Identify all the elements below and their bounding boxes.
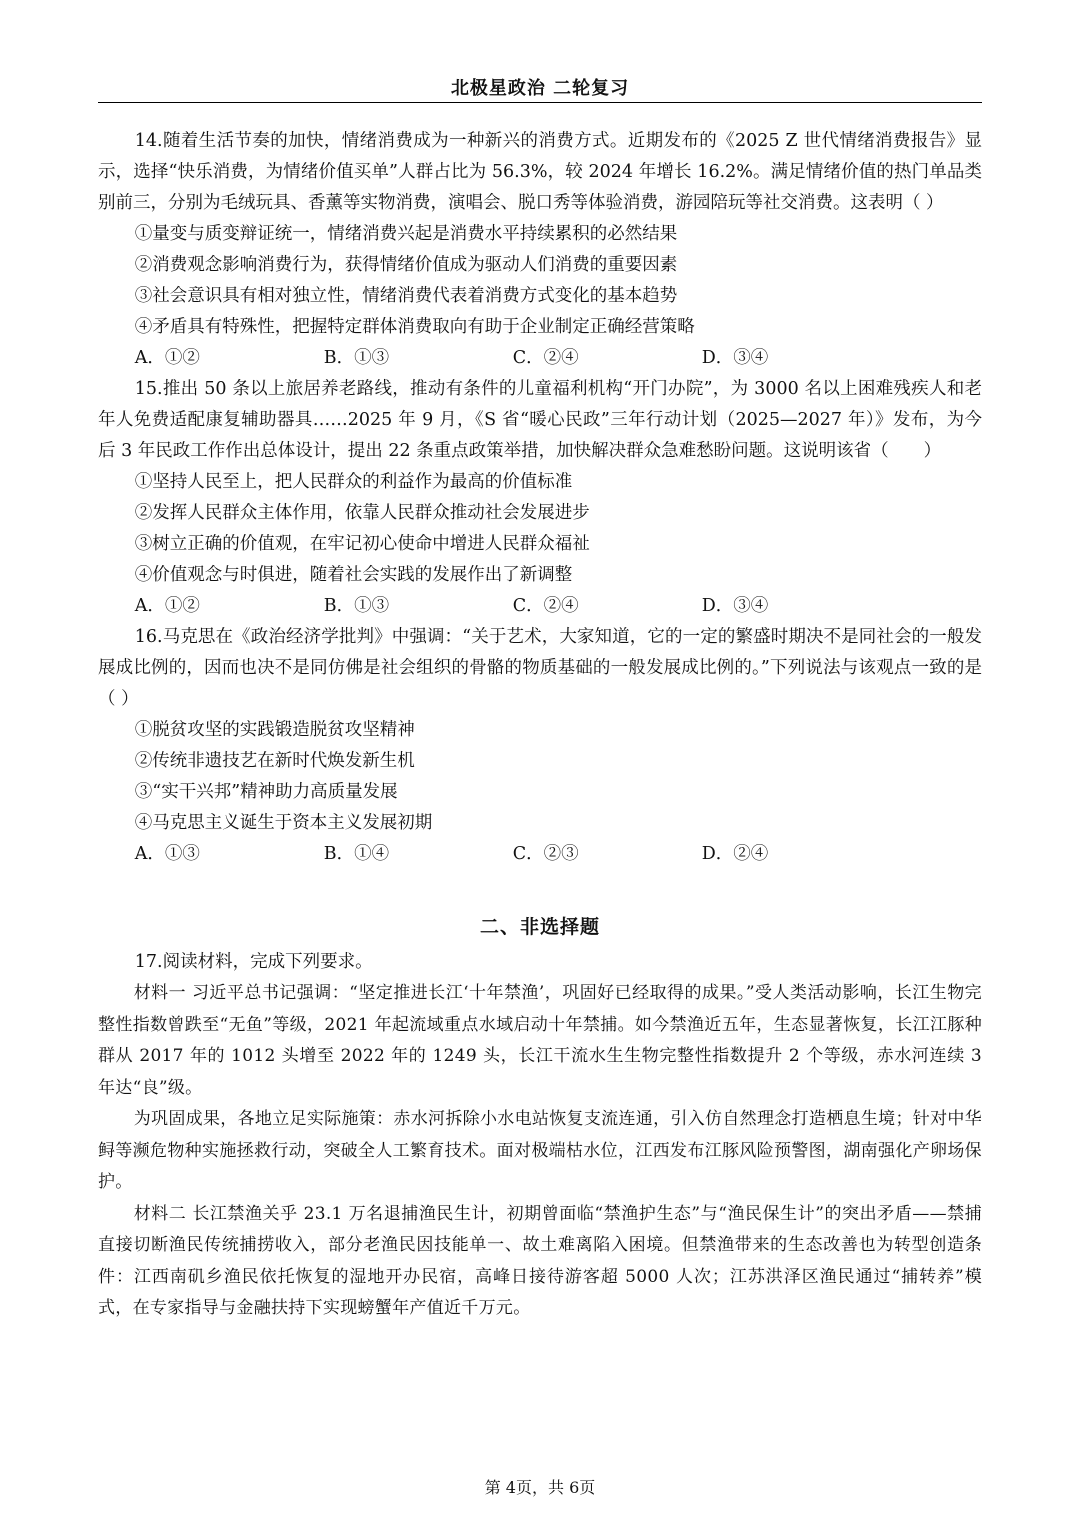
page-number-footer: 第 4页，共 6页 bbox=[484, 1478, 596, 1497]
q16-choice-a: A．①③ bbox=[134, 844, 200, 864]
q17-material2: 材料二 长江禁渔关乎 23.1 万名退捕渔民生计，初期曾面临“禁渔护生态”与“渔民保生计”的突出矛盾——禁捕直接切断渔民传统捕捞收入，部分老渔民因技能单一、故土难离陷入困境。但禁渔带来的生态改善也为转型创造条件：江西南矶乡渔民依托恢复的湿地开办民宿，高峰日接待游客超 5000 人次；江苏洪泽区渔民通过“捕转养”模式，在专家指导与金融扶持下实现螃蟹年产值近千万元。 bbox=[98, 1203, 982, 1318]
q16-choice-c: C．②③ bbox=[512, 844, 579, 864]
q16-choices bbox=[98, 839, 982, 870]
q14-option-2: ②消费观念影响消费行为，获得情绪价值成为驱动人们消费的重要因素 bbox=[134, 255, 678, 275]
q14-choice-c: C．②④ bbox=[512, 348, 579, 368]
page-header-title: 北极星政治 二轮复习 bbox=[450, 78, 630, 99]
q15-option-4: ④价值观念与时俱进，随着社会实践的发展作出了新调整 bbox=[134, 565, 573, 585]
q14-choice-d: D．③④ bbox=[701, 348, 769, 368]
section-title-non-choice: 二、非选择题 bbox=[479, 916, 600, 938]
q15-option-1: ①坚持人民至上，把人民群众的利益作为最高的价值标准 bbox=[134, 472, 573, 492]
q17-material1-paragraph2: 为巩固成果，各地立足实际施策：赤水河拆除小水电站恢复支流连通，引入仿自然理念打造栖息生境；针对中华鲟等濒危物种实施拯救行动，突破全人工繁育技术。面对极端枯水位，江西发布江豚风险预警图，湖南强化产卵场保护。 bbox=[98, 1109, 982, 1192]
q15-option-3: ③树立正确的价值观，在牢记初心使命中增进人民群众福祉 bbox=[134, 534, 590, 554]
q16-option-1: ①脱贫攻坚的实践锻造脱贫攻坚精神 bbox=[134, 720, 415, 740]
q15-choices bbox=[98, 591, 982, 622]
document-body bbox=[98, 126, 982, 1325]
q15-choice-d: D．③④ bbox=[701, 596, 769, 616]
q14-option-4: ④矛盾具有特殊性，把握特定群体消费取向有助于企业制定正确经营策略 bbox=[134, 317, 695, 337]
q16-option-2: ②传统非遗技艺在新时代焕发新生机 bbox=[134, 751, 415, 771]
q14-stem: 14.随着生活节奏的加快，情绪消费成为一种新兴的消费方式。近期发布的《2025 Z 世代情绪消费报告》显示，选择“快乐消费，为情绪价值买单”人群占比为 56.3%，较 2024 年增长 16.2%。满足情绪价值的热门单品类别前三，分别为毛绒玩具、香薰等实物消费，演唱会、脱口秀等体验消费，游园陪玩等社交消费。这表明（ ） bbox=[98, 131, 982, 213]
q15-stem: 15.推出 50 条以上旅居养老路线，推动有条件的儿童福利机构“开门办院”，为 3000 名以上困难残疾人和老年人免费适配康复辅助器具……2025 年 9 月，《S 省“暖心民政”三年行动计划（2025—2027 年）》发布，为今后 3 年民政工作作出总体设计，提出 22 条重点政策举措，加快解决群众急难愁盼问题。这说明该省（ ） bbox=[98, 379, 982, 461]
q14-option-1: ①量变与质变辩证统一，情绪消费兴起是消费水平持续累积的必然结果 bbox=[134, 224, 678, 244]
q14-option-3: ③社会意识具有相对独立性，情绪消费代表着消费方式变化的基本趋势 bbox=[134, 286, 678, 306]
q14-choices bbox=[98, 343, 982, 374]
header-divider bbox=[98, 102, 982, 103]
q14-choice-b: B．①③ bbox=[323, 348, 390, 368]
q16-option-3: ③“实干兴邦”精神助力高质量发展 bbox=[134, 782, 398, 802]
q15-choice-a: A．①② bbox=[134, 596, 200, 616]
q17-stem: 17.阅读材料，完成下列要求。 bbox=[134, 952, 373, 972]
q15-choice-b: B．①③ bbox=[323, 596, 390, 616]
q16-choice-d: D．②④ bbox=[701, 844, 769, 864]
q14-choice-a: A．①② bbox=[134, 348, 200, 368]
q16-option-4: ④马克思主义诞生于资本主义发展初期 bbox=[134, 813, 433, 833]
q15-choice-c: C．②④ bbox=[512, 596, 579, 616]
q17-material1-paragraph1: 材料一 习近平总书记强调：“坚定推进长江‘十年禁渔’，巩固好已经取得的成果。”受人类活动影响，长江生物完整性指数曾跌至“无鱼”等级，2021 年起流域重点水域启动十年禁捕。如今禁渔近五年，生态显著恢复，长江江豚种群从 2017 年的 1012 头增至 2022 年的 1249 头，长江干流水生生物完整性指数提升 2 个等级，赤水河连续 3 年达“良”级。 bbox=[98, 983, 982, 1098]
q15-option-2: ②发挥人民群众主体作用，依靠人民群众推动社会发展进步 bbox=[134, 503, 590, 523]
q16-choice-b: B．①④ bbox=[323, 844, 390, 864]
q16-stem: 16.马克思在《政治经济学批判》中强调：“关于艺术，大家知道，它的一定的繁盛时期决不是同社会的一般发展成比例的，因而也决不是同仿佛是社会组织的骨骼的物质基础的一般发展成比例的。”下列说法与该观点一致的是（ ） bbox=[98, 627, 982, 709]
